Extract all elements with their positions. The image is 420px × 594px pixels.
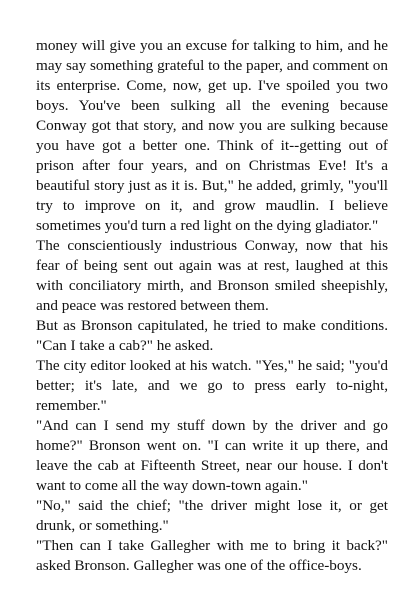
paragraph-3: But as Bronson capitulated, he tried to make conditions. "Can I take a cab?" he asked. [36,317,388,354]
paragraph-7: "Then can I take Gallegher with me to bring it back?" asked Bronson. Gallegher was one of the office-boys. [36,537,388,574]
document-page [36,36,388,576]
paragraph-5: "And can I send my stuff down by the driver and go home?" Bronson went on. "I can write it up there, and leave the cab at Fifteenth Street, near our house. I don't want to come all the way down-town again." [36,417,388,494]
paragraph-4: The city editor looked at his watch. "Yes," he said; "you'd better; it's late, and we go to press early to-night, remember." [36,357,388,414]
paragraph-6: "No," said the chief; "the driver might lose it, or get drunk, or something." [36,497,388,534]
paragraph-2: The conscientiously industrious Conway, now that his fear of being sent out again was at rest, laughed at this with conciliatory mirth, and Bronson smiled sheepishly, and peace was restored between them. [36,237,388,314]
paragraph-1: money will give you an excuse for talking to him, and he may say something grateful to the paper, and comment on its enterprise. Come, now, get up. I've spoiled you two boys. You've been sulking all the evening because Conway got that story, and now you are sulking because you have got a better one. Think of it--getting out of prison after four years, and on Christmas Eve! It's a beautiful story just as it is. But," he added, grimly, "you'll try to improve on it, and grow maudlin. I believe sometimes you'd turn a red light on the dying gladiator." [36,37,388,234]
